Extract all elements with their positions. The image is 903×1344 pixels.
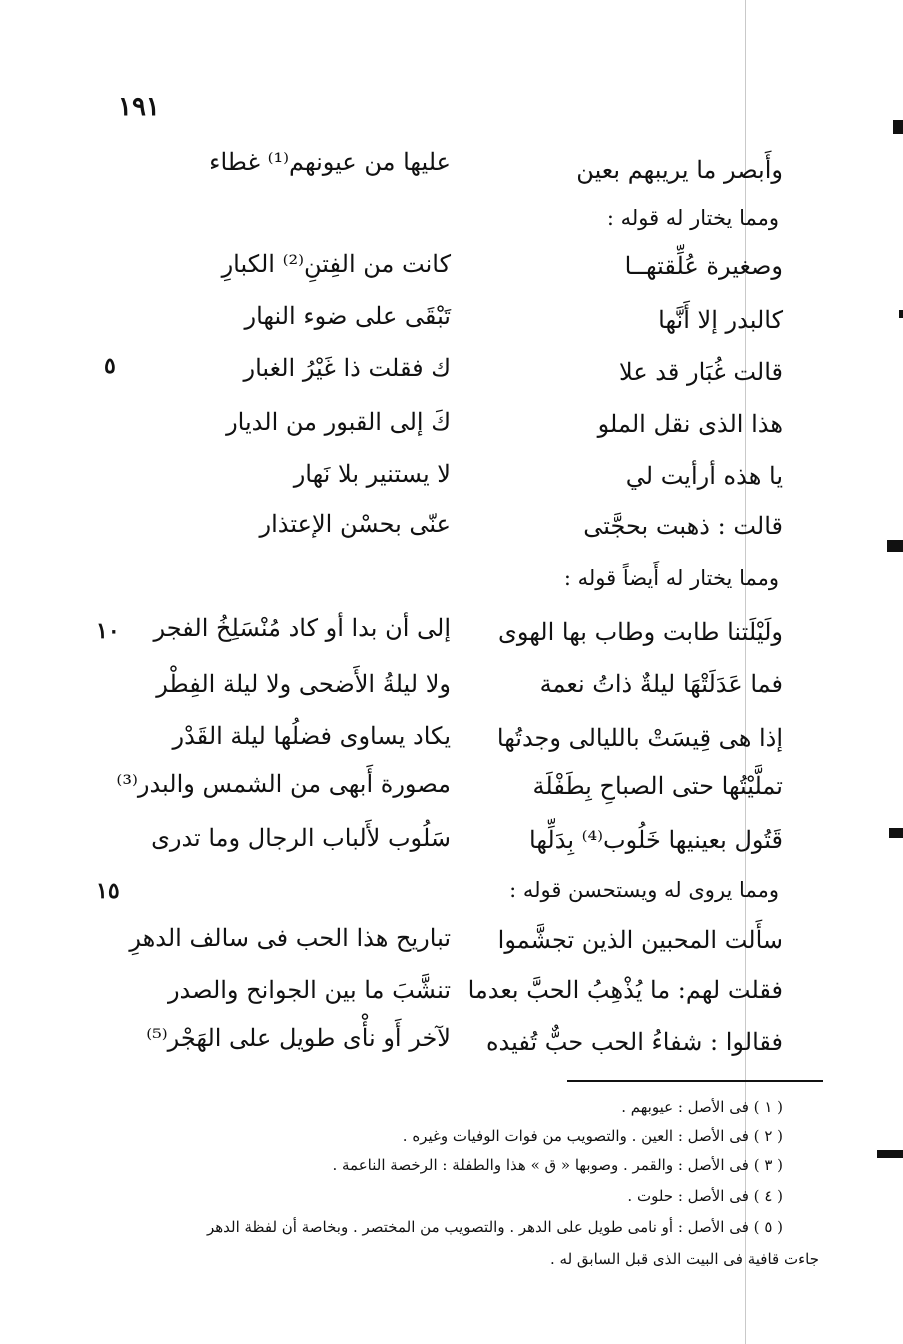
verse-left-hemistich: مصورة أَبهى من الشمس والبدر⁽³⁾ [116,770,451,798]
verse-right-hemistich: قالت غُبَار قد علا [619,358,783,386]
section-heading: ومما يروى له ويستحسن قوله : [509,878,779,902]
footnote-5: ( ٥ ) فى الأصل : أو نامى طويل على الدهر . والتصويب من المختصر . وبخاصة أن لفظة الدهر [206,1218,783,1236]
verse-right-hemistich: تملَّيْتُها حتى الصباحِ بِطَفْلَة [532,772,783,800]
verse-left-hemistich: لآخر أَو نأْى طويل على الهَجْر⁽⁵⁾ [146,1024,451,1052]
footnote-2: ( ٢ ) فى الأصل : العين . والتصويب من فوات الوفيات وغيره . [402,1127,783,1145]
verse-left-hemistich: كانت من الفِتنِ⁽²⁾ الكبارِ [221,250,451,278]
binding-mark [877,1150,903,1158]
verse-right-hemistich: كالبدر إلا أَنَّها [658,306,783,334]
binding-mark [889,828,903,838]
line-number-10: ١٠ [96,618,120,644]
verse-right-hemistich: يا هذه أرأيت لي [625,462,783,490]
verse-left-hemistich: تباريح هذا الحب فى سالف الدهرِ [129,924,451,952]
verse-right-hemistich: فما عَدَلَتْهَا ليلةٌ ذاتُ نعمة [539,670,783,698]
verse-right-hemistich: إذا هى قِيسَتْ بالليالى وجدتُها [496,724,783,752]
verse-right-hemistich: فقالوا : شفاءُ الحب حبٌّ تُفيده [485,1028,783,1056]
footnote-5-continuation: جاءت قافية فى البيت الذى قبل السابق له . [550,1250,819,1268]
verse-right-hemistich: قَتُول بعينيها خَلُوب⁽⁴⁾ بِدَلِّها [529,826,783,854]
section-heading: ومما يختار له قوله : [606,206,779,230]
section-heading: ومما يختار له أَيضاً قوله : [563,566,779,590]
verse-left-hemistich: ولا ليلةُ الأَضحى ولا ليلة الفِطْر [156,670,451,698]
line-number-5: ٥ [104,353,116,379]
verse-right-hemistich: ولَيْلَتنا طابت وطاب بها الهوى [498,618,783,646]
footnote-4: ( ٤ ) فى الأصل : حلوت . [627,1187,783,1205]
binding-mark [899,310,903,318]
page-number: ١٩١ [118,92,160,122]
footnote-separator [567,1080,823,1082]
footnote-1: ( ١ ) فى الأصل : عيوبهم . [621,1098,783,1116]
verse-left-hemistich: لا يستنير بلا نَهار [293,460,451,488]
footnote-3: ( ٣ ) فى الأصل : والقمر . وصوبها « ق » هذا والطفلة : الرخصة الناعمة . [332,1156,783,1174]
verse-left-hemistich: تَبْقَى على ضوء النهار [244,302,451,330]
verse-right-hemistich: وأَبصر ما يريبهم بعين [576,156,783,184]
verse-left-hemistich: عنّى بحسْن الإعتذار [259,510,451,538]
verse-left-hemistich: عليها من عيونهم⁽¹⁾ غطاء [209,148,451,176]
binding-mark [893,120,903,134]
verse-right-hemistich: قالت : ذهبت بحجَّتى [583,512,783,540]
verse-right-hemistich: فقلت لهم: ما يُذْهِبُ الحبَّ بعدما [467,976,783,1004]
binding-mark [887,540,903,552]
verse-right-hemistich: هذا الذى نقل الملو [597,410,783,438]
verse-left-hemistich: إلى أن بدا أو كاد مُنْسَلِخُ الفجر [153,614,451,642]
verse-right-hemistich: وصغيرة عُلِّقتهــا [624,252,783,280]
verse-left-hemistich: كَ إلى القبور من الديار [226,408,451,436]
verse-right-hemistich: سأَلت المحبين الذين تجشَّموا [497,926,783,954]
verse-left-hemistich: سَلُوب لأَلباب الرجال وما تدرى [151,824,451,852]
line-number-15: ١٥ [96,878,120,904]
verse-left-hemistich: ك فقلت ذا غَيْرُ الغبار [243,354,451,382]
verse-left-hemistich: تنشَّبَ ما بين الجوانح والصدر [167,976,451,1004]
verse-left-hemistich: يكاد يساوى فضلُها ليلة القَدْر [172,722,451,750]
